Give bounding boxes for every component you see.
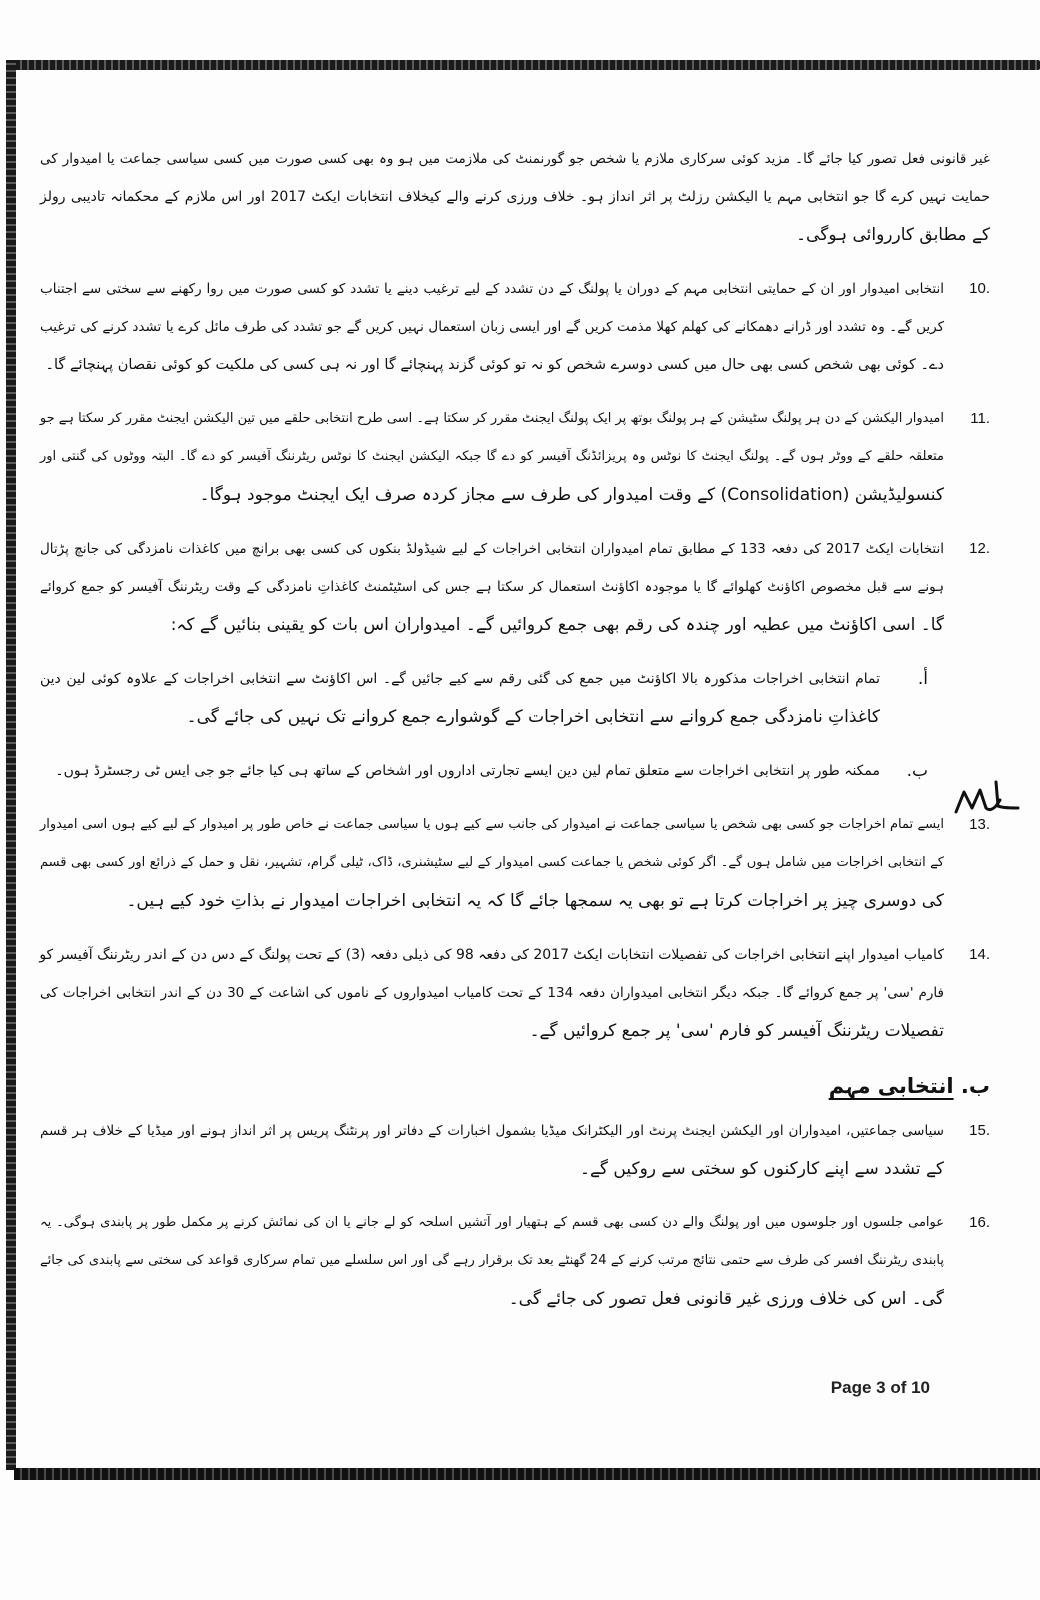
- signature-initials: [952, 778, 1024, 818]
- text-line: فارم 'سی' پر جمع کروائے گا۔ جبکہ دیگر انتخابی امیدواران دفعہ 134 کے تحت کامیاب امیدواروں کے ناموں کی اشاعت کے 30 دن کے اندر انتخابی اخراجات کی: [40, 985, 944, 1001]
- text-line: کریں گے۔ وہ تشدد اور ڈرانے دھمکانے کی کھلم کھلا مذمت کریں گے اور ایسی زبان استعمال نہیں کریں گے جو تشدد کی طرف مائل کرے یا تشدد کرنے کی ترغیب: [40, 319, 944, 335]
- clause-16: [40, 1204, 990, 1318]
- page-border-left: [6, 60, 16, 1470]
- subclause-marker: أ.: [917, 669, 928, 689]
- clause-14: [40, 936, 990, 1050]
- clause-number: 16.: [969, 1214, 990, 1231]
- text-line: کے مطابق کارروائی ہوگی۔: [796, 225, 990, 245]
- clause-number: 11.: [970, 410, 990, 427]
- clause-13: [40, 806, 990, 920]
- text-line: متعلقہ حلقے کے ووٹر ہوں گے۔ پولنگ ایجنٹ کا نوٹس وہ پریزائڈنگ آفیسر کو دے گا جبکہ الیکشن ایجنٹ کا نوٹس ریٹرننگ آفیسر کو دے گا۔ البتہ ووٹوں کی گنتی اور: [40, 449, 944, 464]
- text-line: دے۔ کوئی بھی شخص کسی بھی حال میں کسی دوسرے شخص کو نہ تو کوئی گزند پہنچائے گا اور نہ ہی کسی کی ملکیت کو کوئی نقصان پہنچائے گا۔: [45, 357, 944, 373]
- text-line: ہونے سے قبل مخصوص اکاؤنٹ کھلوائے گا یا موجودہ اکاؤنٹ استعمال کر سکتا ہے جس کی اسٹیٹمنٹ کاغذاتِ نامزدگی کے وقت ریٹرننگ آفیسر کو جمع کروائے: [40, 579, 944, 595]
- text-line: کی دوسری چیز پر اخراجات کرتا ہے تو بھی یہ سمجھا جائے گا کہ یہ انتخابی اخراجات امیدوار نے بذاتِ خود کیے ہیں۔: [126, 891, 944, 911]
- text-line: ایسے تمام اخراجات جو کسی بھی شخص یا سیاسی جماعت نے امیدوار کی جانب سے کیے ہوں یا سیاسی جماعت نے خاص طور پر امیدوار کے لیے کیے ہوں اسی امیدوار: [40, 817, 944, 832]
- text-line: انتخابات ایکٹ 2017 کی دفعہ 133 کے مطابق تمام امیدواران انتخابی اخراجات کے لیے شیڈولڈ بنکوں کی کسی بھی برانچ میں کاغذات نامزدگی کی جانچ پڑتال: [40, 541, 945, 557]
- text-line: حمایت نہیں کرے گا جو انتخابی مہم یا الیکشن رزلٹ پر اثر انداز ہو۔ خلاف ورزی کرنے والے کیخلاف انتخابات ایکٹ 2017 اور اس ملازم کے محکمانہ تادیبی رولز: [40, 189, 990, 205]
- text-line: گا۔ اسی اکاؤنٹ میں عطیہ اور چندہ کی رقم بھی جمع کروائیں گے۔ امیدواران اس بات کو یقینی بنائیں گے کہ:: [170, 615, 944, 635]
- page-border-top: [8, 60, 1040, 70]
- clause-15: [40, 1112, 990, 1188]
- subclause-alif: [40, 660, 990, 736]
- section-heading: [40, 1066, 990, 1106]
- clause-number: 13.: [969, 816, 990, 833]
- clause-number: 14.: [969, 946, 990, 963]
- text-line: پابندی ریٹرننگ افسر کی طرف سے حتمی نتائج مرتب کرنے کے 24 گھنٹے بعد تک برقرار رہے گی اور اس سلسلے میں تمام سرکاری قواعد کی سختی سے پابندی کی جائے: [40, 1253, 944, 1268]
- subclause-bay: [40, 752, 990, 790]
- text-line: تفصیلات ریٹرننگ آفیسر کو فارم 'سی' پر جمع کروائیں گے۔: [529, 1021, 944, 1041]
- text-line: انتخابی امیدوار اور ان کے حمایتی انتخابی مہم کے دوران یا پولنگ کے دن تشدد کے لیے ترغیب دینے یا تشدد کو کسی صورت میں روا رکھنے سے سختی سے اجتناب: [40, 281, 944, 297]
- clause-12: [40, 530, 990, 644]
- text-line: عوامی جلسوں اور جلوسوں میں اور پولنگ والے دن کسی بھی قسم کے ہتھیار اور آتشیں اسلحہ کو لے جانے یا ان کی نمائش کرنے پر مکمل طور پر پابندی ہوگی۔ یہ: [40, 1215, 944, 1230]
- clause-10: [40, 270, 990, 384]
- document-body: [40, 140, 990, 1334]
- text-line: گی۔ اس کی خلاف ورزی غیر قانونی فعل تصور کی جائے گی۔: [508, 1289, 944, 1309]
- page-number: Page 3 of 10: [830, 1378, 930, 1397]
- text-line: کے انتخابی اخراجات میں شامل ہوں گے۔ اگر کوئی شخص یا جماعت کسی امیدوار کے لیے سٹیشنری، ڈاک، ٹیلی گرام، تشہیر، نقل و حمل کے ذرائع اور کسی بھی قسم: [40, 855, 944, 870]
- page-border-bottom: [14, 1468, 1040, 1480]
- text-line: غیر قانونی فعل تصور کیا جائے گا۔ مزید کوئی سرکاری ملازم یا شخص جو گورنمنٹ کی ملازمت میں ہو وہ بھی کسی صورت میں کسی سیاسی جماعت یا امیدوار کی: [40, 151, 990, 167]
- text-line: کنسولیڈیشن (Consolidation) کے وقت امیدوار کی طرف سے مجاز کردہ صرف ایک ایجنٹ موجود ہوگا۔: [199, 485, 944, 505]
- section-letter: ب.: [960, 1074, 990, 1098]
- text-line: سیاسی جماعتیں، امیدواران اور الیکشن ایجنٹ پرنٹ اور الیکٹرانک میڈیا بشمول اخبارات کے دفاتر اور پرنٹنگ پریس پر اثر انداز ہونے اور میڈیا کے خلاف ہر قسم: [40, 1123, 944, 1139]
- text-line: کامیاب امیدوار اپنے انتخابی اخراجات کی تفصیلات انتخابات ایکٹ 2017 کی دفعہ 98 کی ذیلی دفعہ (3) کے تحت پولنگ کے دس دن کے اندر ریٹرننگ آفیسر کو: [39, 947, 944, 963]
- text-line: کاغذاتِ نامزدگی جمع کروانے سے انتخابی اخراجات کے گوشوارے جمع کروانے تک نہیں کی جائے گی۔: [186, 707, 880, 727]
- clause-11: [40, 400, 990, 514]
- clause-number: 10.: [969, 280, 990, 297]
- subclause-marker: ب.: [906, 761, 928, 781]
- section-title: انتخابی مہم: [828, 1074, 954, 1098]
- text-line: امیدوار الیکشن کے دن ہر پولنگ سٹیشن کے ہر پولنگ بوتھ پر ایک پولنگ ایجنٹ مقرر کر سکتا ہے۔ اسی طرح انتخابی حلقے میں تین الیکشن ایجنٹ مقرر کر سکتا ہے جو: [39, 411, 944, 426]
- clause-number: 12.: [969, 540, 990, 557]
- text-line: کے تشدد سے اپنے کارکنوں کو سختی سے روکیں گے۔: [580, 1159, 944, 1179]
- intro-paragraph: [40, 140, 990, 254]
- text-line: تمام انتخابی اخراجات مذکورہ بالا اکاؤنٹ میں جمع کی گئی رقم سے کیے جائیں گے۔ اس اکاؤنٹ سے انتخابی اخراجات کے علاوہ کوئی لین دین: [40, 671, 880, 687]
- text-line: ممکنہ طور پر انتخابی اخراجات سے متعلق تمام لین دین ایسے تجارتی اداروں اور اشخاص کے ساتھ ہی کیا جائے جو جی ایس ٹی رجسٹرڈ ہوں۔: [55, 763, 880, 779]
- clause-number: 15.: [969, 1122, 990, 1139]
